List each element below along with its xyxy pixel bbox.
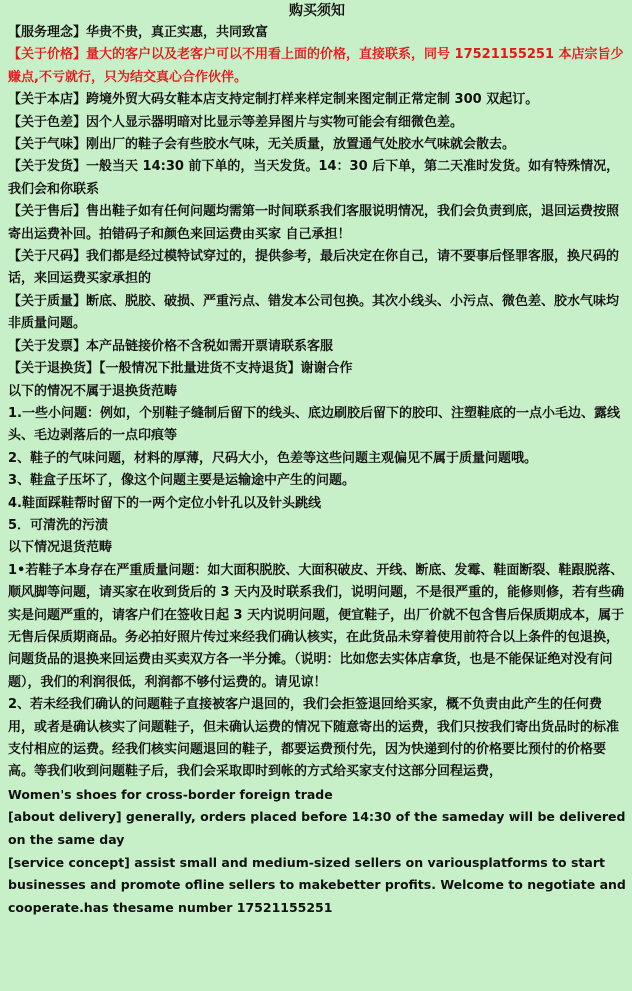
notice-paragraph: 【关于退换货】【一般情况下批量进货不支持退货】谢谢合作 [8, 361, 353, 377]
notice-paragraph: 【关于发货】一般当天 14:30 前下单的，当天发货。14：30 后下单，第二天准时发货。如有特殊情况，我们会和你联系 [8, 159, 620, 197]
english-paragraph: Women's shoes for cross-border foreign trade [8, 786, 333, 802]
notice-paragraph: 1•若鞋子本身存在严重质量问题：如大面积脱胶、大面积破皮、开线、断底、发霉、鞋面断裂、鞋跟脱落、顺风脚等问题，请买家在收到货后的 3 天内及时联系我们，说明问题，不是很严重的，能修则修，若有些确实是问题严重的，请客户们在签收日起 3 天内说明问题，便宜鞋子，出厂价就不包含售后保质期成本，属于无售后保质期商品。务必拍好照片传过来经我们确认核实，在此货品未穿着使用前符合以上条件的包退换，问题货品的退换来回运费由买卖双方各一半分摊。（说明：比如您去实体店拿货，也是不能保证绝对没有问题），我们的利润很低，利润都不够付运费的。请见谅！ [8, 562, 625, 690]
notice-paragraph: 以下情况退货范畴 [8, 540, 113, 556]
notice-paragraph: 【关于发票】本产品链接价格不含税如需开票请联系客服 [8, 338, 334, 354]
notice-paragraph: 【关于质量】断底、脱胶、破损、严重污点、错发本公司包换。其次小线头、小污点、微色差、胶水气味均非质量问题。 [8, 293, 620, 332]
notice-paragraph: 2、鞋子的气味问题，材料的厚薄，尺码大小，色差等这些问题主观偏见不属于质量问题哦。 [8, 450, 538, 466]
notice-paragraph: 4.鞋面踩鞋帮时留下的一两个定位小针孔以及针头跳线 [8, 495, 321, 511]
english-body [8, 784, 626, 920]
notice-paragraph: 【关于售后】售出鞋子如有任何问题均需第一时间联系我们客服说明情况，我们会负责到底，退回运费按照寄出运费补回。拍错码子和颜色来回运费由买家 自己承担！ [8, 204, 620, 242]
notice-paragraph: 【关于本店】跨境外贸大码女鞋本店支持定制打样来样定制来图定制正常定制 300 双起订。 [8, 92, 539, 108]
notice-paragraph: 2、若未经我们确认的问题鞋子直接被客户退回的，我们会拒签退回给买家，概不负责由此产生的任何费用，或者是确认核实了问题鞋子，但未确认运费的情况下随意寄出的运费，我们只按我们寄出货品时的标准支付相应的运费。经我们核实问题退回的鞋子，都要运费预付先，因为快递到付的价格要比预付的价格要高。等我们收到问题鞋子后，我们会采取即时到帐的方式给买家支付这部分回程运费， [8, 697, 620, 780]
notice-paragraph: 【服务理念】华贵不贵，真正实惠，共同致富 [8, 25, 269, 40]
notice-paragraph: 3、鞋盒子压坏了，像这个问题主要是运输途中产生的问题。 [8, 473, 356, 489]
notice-paragraph: 5．可清洗的污渍 [8, 517, 109, 533]
notice-paragraph: 以下的情况不属于退换货范畴 [8, 383, 178, 399]
notice-paragraph: 1.一些小问题：例如，个别鞋子缝制后留下的线头、底边刷胶后留下的胶印、注塑鞋底的一点小毛边、露线头、毛边剥落后的一点印痕等 [8, 405, 620, 444]
english-paragraph: [about delivery] generally, orders placed before 14:30 of the sameday will be delivered on the same day [8, 809, 626, 847]
english-paragraph: [service concept] assist small and medium-sized sellers on variousplatforms to start businesses and promote ofline sellers to makebetter profits. Welcome to negotiate and cooperate.has thesame number 17521155251 [8, 854, 626, 915]
notice-paragraph: 【关于气味】刚出厂的鞋子会有些胶水气味，无关质量，放置通气处胶水气味就会散去。 [8, 137, 516, 153]
notice-body [8, 22, 626, 784]
page-title: 购买须知 [289, 3, 345, 19]
notice-paragraph: 【关于色差】因个人显示器明暗对比显示等差异图片与实物可能会有细微色差。 [8, 114, 464, 130]
notice-paragraph: 【关于尺码】我们都是经过模特试穿过的，提供参考，最后决定在你自己，请不要事后怪罪客服，换尺码的话，来回运费买家承担的 [8, 249, 620, 287]
notice-paragraph: 【关于价格】量大的客户以及老客户可以不用看上面的价格，直接联系，同号 17521155251 本店宗旨少赚点,不亏就行，只为结交真心合作伙伴。 [8, 47, 624, 85]
